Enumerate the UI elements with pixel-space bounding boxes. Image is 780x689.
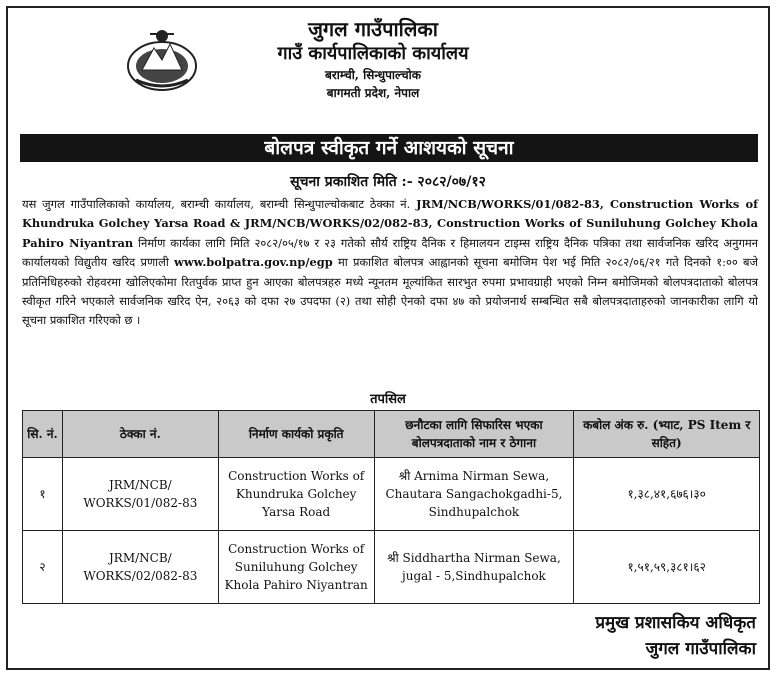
body-mid: निर्माण कार्यका लागि मिति २०८२/०५/१७ र २३ गतेको सौर्य राष्ट्रिय दैनिक र हिमालयन टाइम्स राष्ट्रिय दैनिक पत्रिका तथा सार्वजनिक खरिद अनुगमन कार्यालयको विद्युतीय खरिद प्रणाली (22, 235, 758, 270)
row-work: Construction Works of Suniluhung Golchey Khola Pahiro Niyantran (218, 531, 374, 604)
table-row (23, 458, 760, 531)
row-contract: JRM/NCB/ WORKS/01/082-83 (62, 458, 218, 531)
table-row (23, 531, 760, 604)
header-contract: ठेक्का नं. (62, 411, 218, 458)
body-intro: यस जुगल गाउँपालिकाको कार्यालय, बराम्ची कार्यालय, बराम्ची सिन्धुपाल्चोकबाट ठेक्का नं. (22, 197, 417, 211)
header-work: निर्माण कार्यको प्रकृति (218, 411, 374, 458)
municipality-name: जुगल गाउँपालिका (308, 17, 438, 41)
body-website: www.bolpatra.gov.np/egp (174, 255, 333, 270)
signature-municipality: जुगल गाउँपालिका (645, 639, 756, 659)
row-amount: १,३८,४१,६७६।३० (574, 458, 760, 531)
award-table (22, 410, 760, 604)
office-location: बराम्ची, सिन्धुपाल्चोक (325, 68, 421, 82)
notice-body (22, 195, 758, 331)
table-header-row (23, 411, 760, 458)
nepal-emblem-logo (120, 26, 204, 94)
body-contracts: JRM/NCB/WORKS/01/082-83, Construction Works of Khundruka Golchey Yarsa Road & JRM/NCB/WORKS/02/082-83, Construction Works of Suniluhung Golchey Khola Pahiro Niyantran (22, 197, 758, 250)
body-end: मा प्रकाशित बोलपत्र आह्वानको सूचना बमोजिम पेश भई मिति २०८२/०६/२१ गते दिनको १:०० बजे प्रतिनिधिहरुको रोहवरमा खोलिएकोमा रितपुर्वक प्राप्त हुन आएका बोलपत्रहरु मध्ये न्यूनतम मूल्यांकित सारभुत रुपमा प्रभावग्राही भएको निम्न बमोजिमको बोलपत्रदाताको बोलपत्र स्वीकृत गरिने भएकाले सार्वजनिक खरिद ऐन, २०६३ को दफा २७ उपदफा (२) तथा सोही ऐनको दफा ४७ को प्रयोजनार्थ सम्बन्धित सबै बोलपत्रदाताहरुको जानकारीका लागि यो सूचना प्रकाशित गरिएको छ । (22, 255, 759, 328)
signature-block (595, 610, 756, 662)
notice-title: बोलपत्र स्वीकृत गर्ने आशयको सूचना (20, 134, 758, 162)
row-bidder: श्री Arnima Nirman Sewa, Chautara Sangachokgadhi-5, Sindhupalchok (374, 458, 574, 531)
header-bidder: छनौटका लागि सिफारिस भएका बोलपत्रदाताको नाम र ठेगाना (374, 411, 574, 458)
header-sn: सि. नं. (23, 411, 63, 458)
row-work: Construction Works of Khundruka Golchey Yarsa Road (218, 458, 374, 531)
row-bidder: श्री Siddhartha Nirman Sewa, jugal - 5,Sindhupalchok (374, 531, 574, 604)
office-name: गाउँ कार्यपालिकाको कार्यालय (277, 43, 469, 64)
table-title: तपसिल (370, 392, 406, 407)
row-sn: २ (23, 531, 63, 604)
notice-page (6, 6, 770, 670)
row-contract: JRM/NCB/ WORKS/02/082-83 (62, 531, 218, 604)
row-amount: १,५१,५९,३८१।६२ (574, 531, 760, 604)
office-province: बागमती प्रदेश, नेपाल (326, 86, 420, 100)
row-sn: १ (23, 458, 63, 531)
office-header (208, 16, 538, 102)
header-amount: कबोल अंक रु. (भ्याट, PS Item र सहित) (574, 411, 760, 458)
signature-designation: प्रमुख प्रशासकिय अधिकृत (595, 613, 756, 633)
published-date: सूचना प्रकाशित मिति :- २०८२/०७/१२ (290, 174, 486, 190)
